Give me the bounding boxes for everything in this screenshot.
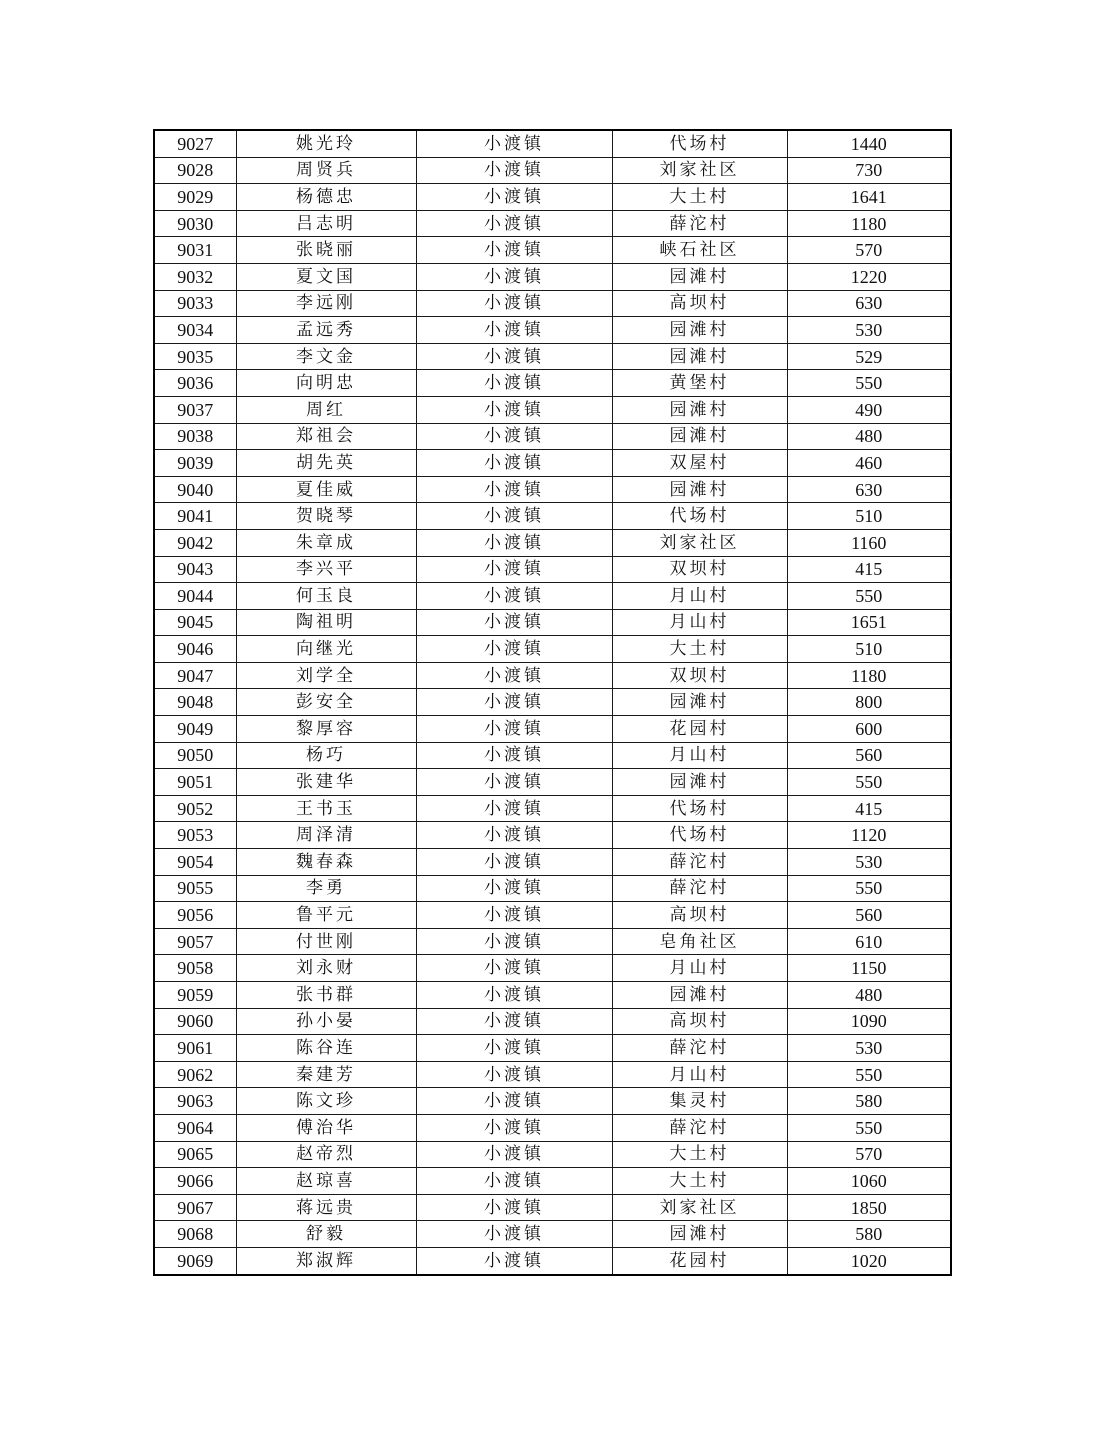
cell-amount: 550 — [787, 769, 951, 796]
cell-name: 胡先英 — [236, 450, 416, 477]
cell-town: 小渡镇 — [416, 343, 612, 370]
table-row — [154, 503, 951, 530]
cell-name: 陈谷连 — [236, 1035, 416, 1062]
cell-village: 黄堡村 — [612, 370, 787, 397]
table-row — [154, 742, 951, 769]
cell-name: 王书玉 — [236, 795, 416, 822]
cell-town: 小渡镇 — [416, 982, 612, 1009]
cell-amount: 1160 — [787, 529, 951, 556]
cell-name: 黎厚容 — [236, 716, 416, 743]
cell-name: 李文金 — [236, 343, 416, 370]
table-row — [154, 396, 951, 423]
cell-id: 9027 — [154, 130, 236, 157]
cell-id: 9042 — [154, 529, 236, 556]
cell-id: 9049 — [154, 716, 236, 743]
cell-name: 杨巧 — [236, 742, 416, 769]
cell-village: 大土村 — [612, 184, 787, 211]
cell-id: 9060 — [154, 1008, 236, 1035]
cell-town: 小渡镇 — [416, 875, 612, 902]
cell-name: 孙小晏 — [236, 1008, 416, 1035]
table-row — [154, 982, 951, 1009]
cell-town: 小渡镇 — [416, 1168, 612, 1195]
cell-amount: 1150 — [787, 955, 951, 982]
cell-town: 小渡镇 — [416, 130, 612, 157]
cell-town: 小渡镇 — [416, 423, 612, 450]
cell-town: 小渡镇 — [416, 928, 612, 955]
cell-id: 9048 — [154, 689, 236, 716]
table-row — [154, 716, 951, 743]
cell-village: 花园村 — [612, 716, 787, 743]
cell-amount: 550 — [787, 370, 951, 397]
cell-village: 代场村 — [612, 822, 787, 849]
table-row — [154, 955, 951, 982]
cell-id: 9055 — [154, 875, 236, 902]
cell-town: 小渡镇 — [416, 1114, 612, 1141]
cell-name: 赵帝烈 — [236, 1141, 416, 1168]
table-row — [154, 1114, 951, 1141]
cell-name: 郑祖会 — [236, 423, 416, 450]
cell-amount: 1120 — [787, 822, 951, 849]
table-row — [154, 689, 951, 716]
cell-id: 9037 — [154, 396, 236, 423]
cell-amount: 600 — [787, 716, 951, 743]
table-row — [154, 822, 951, 849]
cell-id: 9058 — [154, 955, 236, 982]
cell-name: 刘学全 — [236, 662, 416, 689]
cell-town: 小渡镇 — [416, 849, 612, 876]
cell-amount: 1220 — [787, 263, 951, 290]
cell-id: 9031 — [154, 237, 236, 264]
cell-amount: 580 — [787, 1088, 951, 1115]
cell-amount: 560 — [787, 902, 951, 929]
cell-name: 张书群 — [236, 982, 416, 1009]
cell-town: 小渡镇 — [416, 370, 612, 397]
table-row — [154, 1035, 951, 1062]
table-row — [154, 370, 951, 397]
table-row — [154, 130, 951, 157]
table-row — [154, 237, 951, 264]
cell-village: 薛沱村 — [612, 210, 787, 237]
cell-town: 小渡镇 — [416, 1141, 612, 1168]
cell-name: 李远刚 — [236, 290, 416, 317]
cell-amount: 490 — [787, 396, 951, 423]
cell-id: 9030 — [154, 210, 236, 237]
cell-id: 9069 — [154, 1247, 236, 1274]
cell-name: 李兴平 — [236, 556, 416, 583]
cell-amount: 1060 — [787, 1168, 951, 1195]
cell-town: 小渡镇 — [416, 1035, 612, 1062]
cell-village: 大土村 — [612, 1141, 787, 1168]
cell-name: 夏文国 — [236, 263, 416, 290]
cell-name: 夏佳威 — [236, 476, 416, 503]
table-row — [154, 290, 951, 317]
cell-name: 刘永财 — [236, 955, 416, 982]
cell-village: 园滩村 — [612, 1221, 787, 1248]
cell-town: 小渡镇 — [416, 476, 612, 503]
cell-amount: 529 — [787, 343, 951, 370]
cell-amount: 530 — [787, 1035, 951, 1062]
cell-town: 小渡镇 — [416, 450, 612, 477]
cell-amount: 480 — [787, 423, 951, 450]
cell-amount: 630 — [787, 476, 951, 503]
cell-amount: 630 — [787, 290, 951, 317]
cell-id: 9063 — [154, 1088, 236, 1115]
cell-name: 姚光玲 — [236, 130, 416, 157]
cell-name: 彭安全 — [236, 689, 416, 716]
cell-amount: 1180 — [787, 210, 951, 237]
cell-village: 双坝村 — [612, 662, 787, 689]
cell-amount: 550 — [787, 583, 951, 610]
cell-id: 9044 — [154, 583, 236, 610]
cell-id: 9057 — [154, 928, 236, 955]
cell-name: 周泽清 — [236, 822, 416, 849]
cell-village: 代场村 — [612, 503, 787, 530]
cell-village: 刘家社区 — [612, 1194, 787, 1221]
cell-amount: 530 — [787, 317, 951, 344]
table-row — [154, 1247, 951, 1274]
cell-id: 9035 — [154, 343, 236, 370]
cell-amount: 510 — [787, 503, 951, 530]
cell-village: 园滩村 — [612, 982, 787, 1009]
cell-village: 月山村 — [612, 742, 787, 769]
cell-amount: 800 — [787, 689, 951, 716]
cell-id: 9065 — [154, 1141, 236, 1168]
cell-town: 小渡镇 — [416, 742, 612, 769]
cell-amount: 580 — [787, 1221, 951, 1248]
table-row — [154, 636, 951, 663]
cell-amount: 460 — [787, 450, 951, 477]
cell-town: 小渡镇 — [416, 290, 612, 317]
cell-name: 张建华 — [236, 769, 416, 796]
cell-id: 9056 — [154, 902, 236, 929]
cell-amount: 1440 — [787, 130, 951, 157]
cell-town: 小渡镇 — [416, 769, 612, 796]
table-row — [154, 875, 951, 902]
cell-town: 小渡镇 — [416, 1088, 612, 1115]
cell-town: 小渡镇 — [416, 184, 612, 211]
table-row — [154, 662, 951, 689]
cell-village: 园滩村 — [612, 396, 787, 423]
table-row — [154, 1221, 951, 1248]
cell-village: 集灵村 — [612, 1088, 787, 1115]
cell-village: 薛沱村 — [612, 849, 787, 876]
cell-name: 何玉良 — [236, 583, 416, 610]
cell-id: 9043 — [154, 556, 236, 583]
cell-amount: 480 — [787, 982, 951, 1009]
cell-id: 9059 — [154, 982, 236, 1009]
cell-village: 月山村 — [612, 609, 787, 636]
table-row — [154, 450, 951, 477]
cell-amount: 1641 — [787, 184, 951, 211]
cell-name: 孟远秀 — [236, 317, 416, 344]
cell-name: 傅治华 — [236, 1114, 416, 1141]
cell-town: 小渡镇 — [416, 556, 612, 583]
table-row — [154, 1141, 951, 1168]
cell-town: 小渡镇 — [416, 503, 612, 530]
cell-town: 小渡镇 — [416, 1008, 612, 1035]
cell-id: 9052 — [154, 795, 236, 822]
cell-id: 9045 — [154, 609, 236, 636]
cell-id: 9032 — [154, 263, 236, 290]
roster-table — [153, 129, 952, 1276]
cell-village: 花园村 — [612, 1247, 787, 1274]
table-row — [154, 583, 951, 610]
table-row — [154, 317, 951, 344]
cell-id: 9062 — [154, 1061, 236, 1088]
cell-town: 小渡镇 — [416, 1061, 612, 1088]
cell-town: 小渡镇 — [416, 210, 612, 237]
cell-town: 小渡镇 — [416, 609, 612, 636]
cell-town: 小渡镇 — [416, 157, 612, 184]
cell-amount: 415 — [787, 795, 951, 822]
cell-name: 蒋远贵 — [236, 1194, 416, 1221]
cell-village: 高坝村 — [612, 290, 787, 317]
cell-village: 园滩村 — [612, 769, 787, 796]
cell-village: 园滩村 — [612, 689, 787, 716]
cell-town: 小渡镇 — [416, 716, 612, 743]
cell-village: 双坝村 — [612, 556, 787, 583]
cell-id: 9064 — [154, 1114, 236, 1141]
cell-id: 9047 — [154, 662, 236, 689]
cell-village: 园滩村 — [612, 343, 787, 370]
cell-village: 月山村 — [612, 1061, 787, 1088]
cell-village: 园滩村 — [612, 423, 787, 450]
cell-name: 贺晓琴 — [236, 503, 416, 530]
table-row — [154, 928, 951, 955]
cell-id: 9046 — [154, 636, 236, 663]
cell-village: 园滩村 — [612, 317, 787, 344]
table-row — [154, 1061, 951, 1088]
cell-id: 9066 — [154, 1168, 236, 1195]
cell-name: 鲁平元 — [236, 902, 416, 929]
table-row — [154, 184, 951, 211]
cell-name: 杨德忠 — [236, 184, 416, 211]
cell-amount: 1651 — [787, 609, 951, 636]
table-row — [154, 263, 951, 290]
cell-town: 小渡镇 — [416, 689, 612, 716]
cell-village: 代场村 — [612, 130, 787, 157]
cell-village: 代场村 — [612, 795, 787, 822]
cell-id: 9068 — [154, 1221, 236, 1248]
table-row — [154, 157, 951, 184]
cell-amount: 530 — [787, 849, 951, 876]
cell-amount: 415 — [787, 556, 951, 583]
table-row — [154, 343, 951, 370]
cell-name: 付世刚 — [236, 928, 416, 955]
cell-name: 舒毅 — [236, 1221, 416, 1248]
cell-name: 朱章成 — [236, 529, 416, 556]
cell-village: 薛沱村 — [612, 1035, 787, 1062]
cell-id: 9061 — [154, 1035, 236, 1062]
table-row — [154, 795, 951, 822]
cell-name: 赵琼喜 — [236, 1168, 416, 1195]
cell-village: 高坝村 — [612, 1008, 787, 1035]
cell-name: 陶祖明 — [236, 609, 416, 636]
cell-village: 大土村 — [612, 1168, 787, 1195]
cell-town: 小渡镇 — [416, 1221, 612, 1248]
cell-amount: 1850 — [787, 1194, 951, 1221]
cell-id: 9054 — [154, 849, 236, 876]
cell-town: 小渡镇 — [416, 529, 612, 556]
cell-id: 9036 — [154, 370, 236, 397]
cell-town: 小渡镇 — [416, 1247, 612, 1274]
cell-amount: 550 — [787, 1061, 951, 1088]
cell-amount: 570 — [787, 237, 951, 264]
cell-town: 小渡镇 — [416, 902, 612, 929]
cell-id: 9050 — [154, 742, 236, 769]
cell-id: 9039 — [154, 450, 236, 477]
cell-town: 小渡镇 — [416, 396, 612, 423]
cell-name: 向继光 — [236, 636, 416, 663]
cell-name: 郑淑辉 — [236, 1247, 416, 1274]
cell-name: 周红 — [236, 396, 416, 423]
cell-village: 大土村 — [612, 636, 787, 663]
cell-amount: 1180 — [787, 662, 951, 689]
cell-amount: 550 — [787, 1114, 951, 1141]
cell-id: 9029 — [154, 184, 236, 211]
cell-amount: 550 — [787, 875, 951, 902]
cell-name: 向明忠 — [236, 370, 416, 397]
cell-id: 9028 — [154, 157, 236, 184]
table-row — [154, 1194, 951, 1221]
cell-village: 刘家社区 — [612, 157, 787, 184]
cell-name: 魏春森 — [236, 849, 416, 876]
cell-amount: 1020 — [787, 1247, 951, 1274]
cell-id: 9041 — [154, 503, 236, 530]
cell-village: 园滩村 — [612, 263, 787, 290]
cell-town: 小渡镇 — [416, 662, 612, 689]
table-row — [154, 902, 951, 929]
table-row — [154, 476, 951, 503]
cell-amount: 610 — [787, 928, 951, 955]
cell-amount: 510 — [787, 636, 951, 663]
cell-town: 小渡镇 — [416, 955, 612, 982]
table-row — [154, 1008, 951, 1035]
cell-id: 9033 — [154, 290, 236, 317]
cell-name: 李勇 — [236, 875, 416, 902]
table-row — [154, 769, 951, 796]
table-row — [154, 1088, 951, 1115]
cell-town: 小渡镇 — [416, 317, 612, 344]
cell-amount: 1090 — [787, 1008, 951, 1035]
cell-amount: 570 — [787, 1141, 951, 1168]
cell-town: 小渡镇 — [416, 237, 612, 264]
cell-village: 园滩村 — [612, 476, 787, 503]
cell-amount: 730 — [787, 157, 951, 184]
cell-id: 9034 — [154, 317, 236, 344]
table-row — [154, 529, 951, 556]
cell-village: 月山村 — [612, 583, 787, 610]
cell-village: 月山村 — [612, 955, 787, 982]
cell-village: 刘家社区 — [612, 529, 787, 556]
cell-name: 秦建芳 — [236, 1061, 416, 1088]
cell-village: 薛沱村 — [612, 1114, 787, 1141]
cell-name: 周贤兵 — [236, 157, 416, 184]
cell-id: 9038 — [154, 423, 236, 450]
table-row — [154, 609, 951, 636]
cell-town: 小渡镇 — [416, 583, 612, 610]
cell-town: 小渡镇 — [416, 795, 612, 822]
table-row — [154, 556, 951, 583]
cell-id: 9067 — [154, 1194, 236, 1221]
cell-village: 薛沱村 — [612, 875, 787, 902]
table-row — [154, 1168, 951, 1195]
cell-town: 小渡镇 — [416, 636, 612, 663]
cell-name: 吕志明 — [236, 210, 416, 237]
cell-town: 小渡镇 — [416, 263, 612, 290]
cell-village: 高坝村 — [612, 902, 787, 929]
cell-name: 陈文珍 — [236, 1088, 416, 1115]
cell-town: 小渡镇 — [416, 1194, 612, 1221]
cell-id: 9053 — [154, 822, 236, 849]
cell-name: 张晓丽 — [236, 237, 416, 264]
cell-village: 峡石社区 — [612, 237, 787, 264]
cell-id: 9040 — [154, 476, 236, 503]
cell-id: 9051 — [154, 769, 236, 796]
table-row — [154, 423, 951, 450]
cell-village: 皂角社区 — [612, 928, 787, 955]
table-row — [154, 849, 951, 876]
cell-amount: 560 — [787, 742, 951, 769]
table-row — [154, 210, 951, 237]
cell-village: 双屋村 — [612, 450, 787, 477]
roster-table-body — [154, 130, 951, 1275]
cell-town: 小渡镇 — [416, 822, 612, 849]
